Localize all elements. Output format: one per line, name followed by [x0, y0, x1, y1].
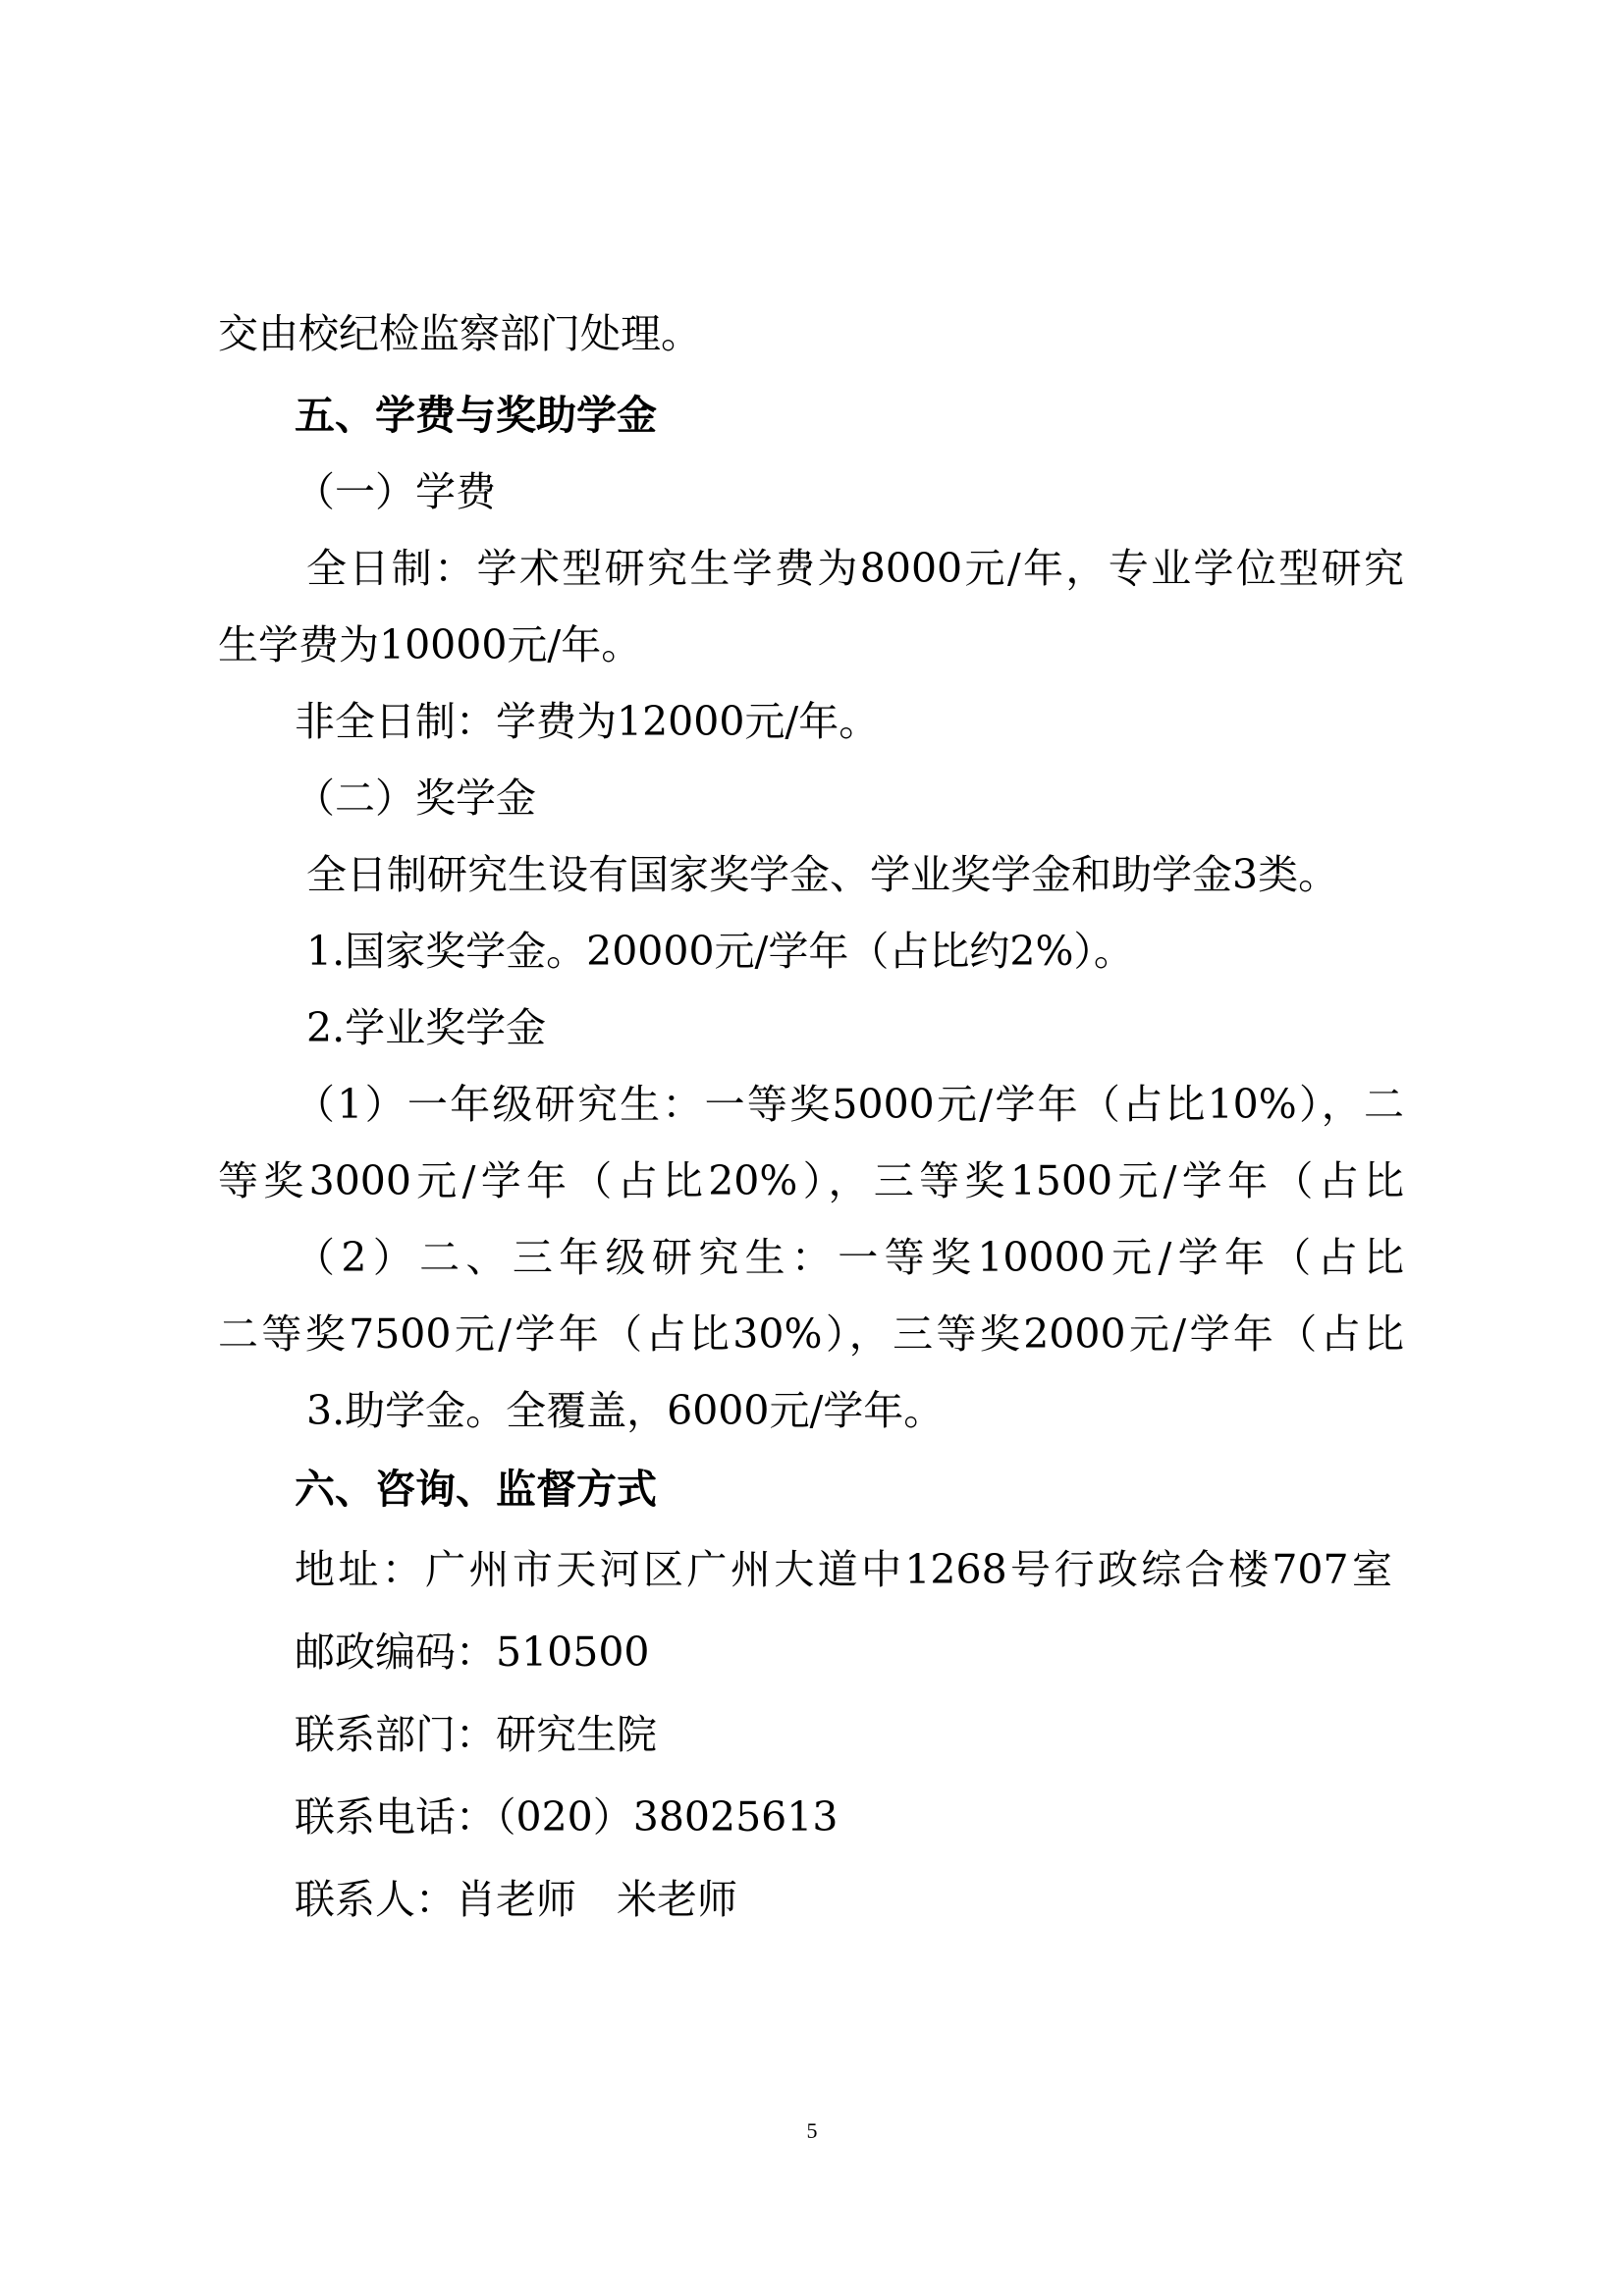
- national-scholarship: 1.国家奖学金。20000元/学年（占比约2%）。: [306, 928, 1134, 975]
- contact-postcode: 邮政编码：510500: [295, 1629, 650, 1676]
- first-year-scholarship-line-2: 等奖3000元/学年（占比20%），三等奖1500元/学年（占比: [218, 1157, 1404, 1204]
- paragraph-continuation: 交由校纪检监察部门处理。: [218, 310, 701, 357]
- senior-year-scholarship-line-1: （2）二、三年级研究生：一等奖10000元/学年（占比: [295, 1234, 1404, 1281]
- subsection-heading-scholarship: （二）奖学金: [295, 774, 536, 822]
- section-heading-contact: 六、咨询、监督方式: [295, 1466, 657, 1513]
- subsection-heading-tuition: （一）学费: [295, 468, 496, 515]
- contact-person: 联系人：肖老师 米老师: [295, 1876, 737, 1923]
- contact-phone: 联系电话：（020）38025613: [295, 1793, 839, 1841]
- page-number: 5: [806, 2118, 818, 2143]
- tuition-fulltime-line-1: 全日制：学术型研究生学费为8000元/年，专业学位型研究: [306, 545, 1404, 592]
- tuition-fulltime-line-2: 生学费为10000元/年。: [218, 621, 642, 668]
- grant-line: 3.助学金。全覆盖，6000元/学年。: [306, 1387, 945, 1434]
- contact-address: 地址：广州市天河区广州大道中1268号行政综合楼707室: [295, 1546, 1392, 1593]
- section-heading-fees-scholarships: 五、学费与奖助学金: [295, 392, 657, 439]
- academic-scholarship-heading: 2.学业奖学金: [306, 1004, 547, 1051]
- senior-year-scholarship-line-2: 二等奖7500元/学年（占比30%），三等奖2000元/学年（占比: [218, 1310, 1404, 1358]
- tuition-parttime: 非全日制：学费为12000元/年。: [295, 698, 880, 745]
- contact-department: 联系部门：研究生院: [295, 1711, 657, 1758]
- first-year-scholarship-line-1: （1）一年级研究生：一等奖5000元/学年（占比10%），二: [295, 1081, 1404, 1128]
- scholarship-overview: 全日制研究生设有国家奖学金、学业奖学金和助学金3类。: [306, 851, 1339, 898]
